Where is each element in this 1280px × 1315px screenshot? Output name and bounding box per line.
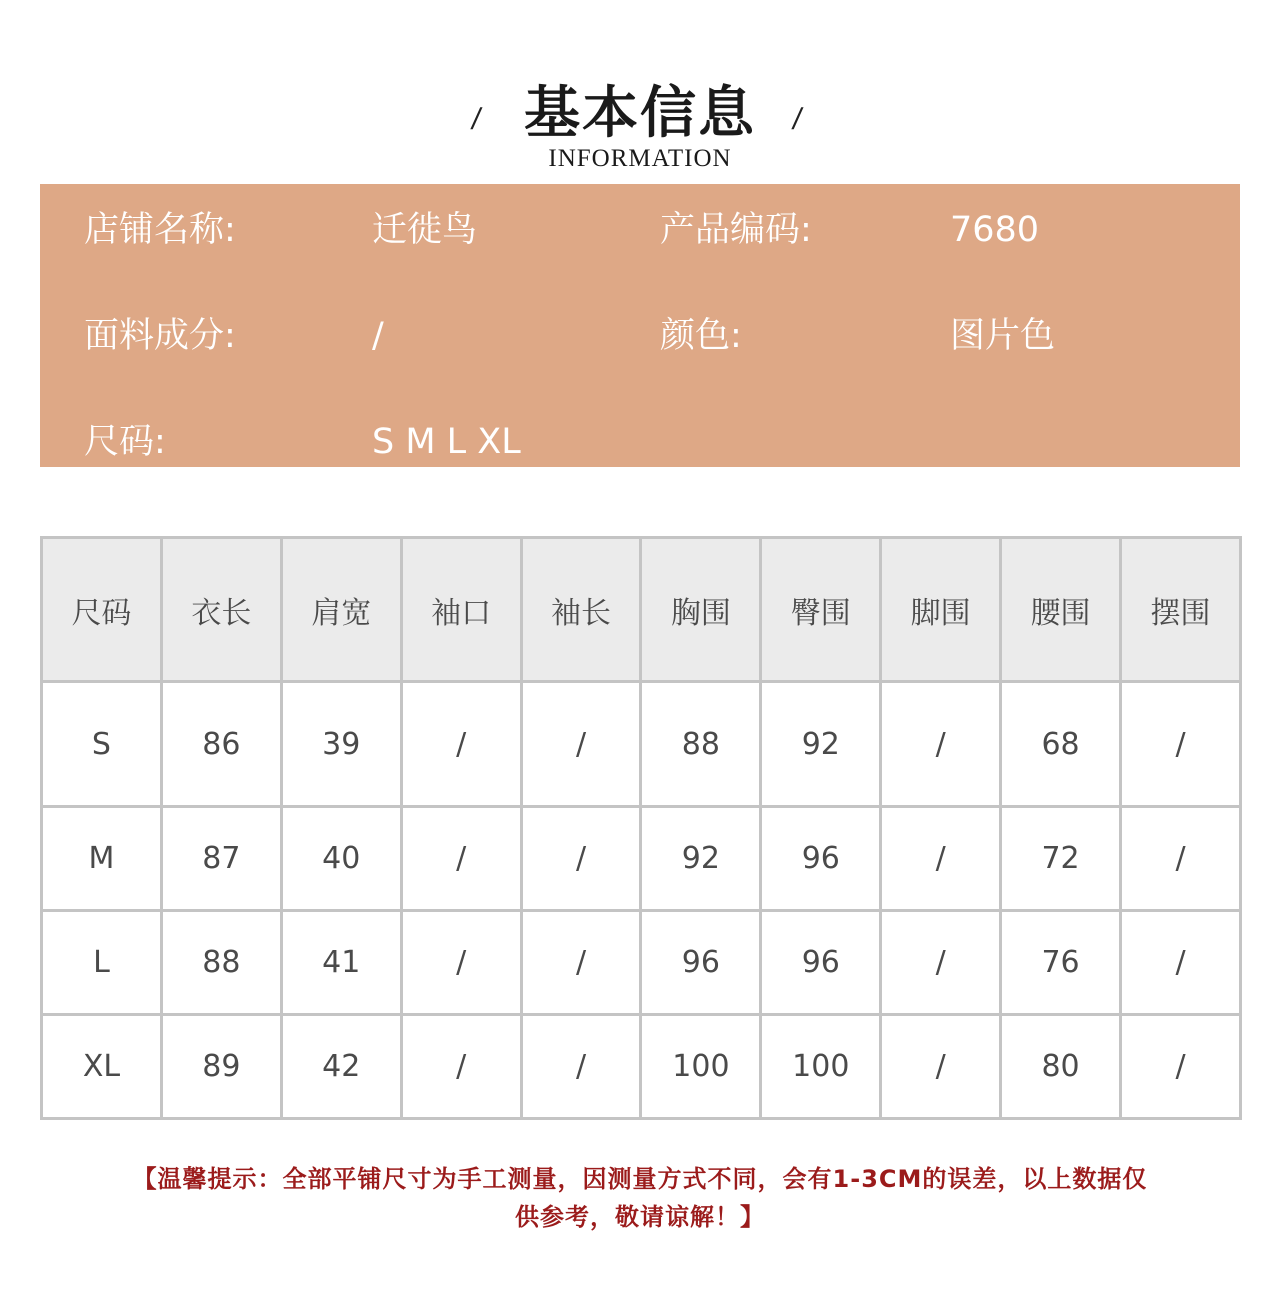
header-bust: 胸围 (641, 538, 761, 682)
table-row (42, 682, 1241, 807)
table-cell: XL (42, 1015, 162, 1119)
tip-line-1: 【温馨提示：全部平铺尺寸为手工测量，因测量方式不同，会有1-3CM的误差，以上数据仅 (132, 1165, 1148, 1193)
color-value: 图片色 (950, 316, 1056, 356)
table-cell: S (42, 682, 162, 807)
table-cell: 41 (281, 911, 401, 1015)
table-cell: / (401, 911, 521, 1015)
header-size: 尺码 (42, 538, 162, 682)
table-cell: 100 (641, 1015, 761, 1119)
page-title: 基本信息 (524, 80, 756, 146)
table-cell: 87 (161, 807, 281, 911)
store-name-value: 迁徙鸟 (372, 210, 478, 250)
product-code-label: 产品编码: (660, 210, 812, 250)
table-cell: 89 (161, 1015, 281, 1119)
basic-info-panel (40, 184, 1240, 467)
table-cell: 96 (641, 911, 761, 1015)
tip-line-2: 供参考，敬请谅解！】 (515, 1203, 765, 1231)
table-cell: M (42, 807, 162, 911)
measurement-tip (60, 1160, 1220, 1236)
table-cell: 42 (281, 1015, 401, 1119)
table-cell: / (1121, 911, 1241, 1015)
table-cell: / (881, 682, 1001, 807)
table-cell: / (881, 807, 1001, 911)
table-cell: / (521, 1015, 641, 1119)
table-cell: 80 (1001, 1015, 1121, 1119)
table-cell: / (881, 1015, 1001, 1119)
table-cell: 39 (281, 682, 401, 807)
size-chart-table (40, 536, 1242, 1120)
table-row (42, 807, 1241, 911)
table-cell: 88 (641, 682, 761, 807)
table-cell: 96 (761, 911, 881, 1015)
decor-slash-left: / (469, 103, 484, 136)
table-cell: 92 (761, 682, 881, 807)
table-cell: / (521, 682, 641, 807)
table-cell: / (881, 911, 1001, 1015)
table-cell: 68 (1001, 682, 1121, 807)
table-cell: / (1121, 682, 1241, 807)
table-cell: / (521, 807, 641, 911)
table-cell: / (1121, 807, 1241, 911)
header-sleeve-length: 袖长 (521, 538, 641, 682)
table-cell: / (401, 807, 521, 911)
header-waist: 腰围 (1001, 538, 1121, 682)
table-cell: / (521, 911, 641, 1015)
fabric-label: 面料成分: (84, 316, 236, 356)
section-header (0, 78, 1280, 178)
header-leg-opening: 脚围 (881, 538, 1001, 682)
table-cell: L (42, 911, 162, 1015)
table-cell: 40 (281, 807, 401, 911)
size-label: 尺码: (84, 422, 166, 462)
store-name-label: 店铺名称: (84, 210, 236, 250)
table-row (42, 911, 1241, 1015)
table-cell: 92 (641, 807, 761, 911)
header-shoulder: 肩宽 (281, 538, 401, 682)
size-value: S M L XL (372, 422, 521, 462)
decor-slash-right: / (790, 103, 805, 136)
table-header-row (42, 538, 1241, 682)
table-cell: 72 (1001, 807, 1121, 911)
table-cell: 100 (761, 1015, 881, 1119)
fabric-value: / (372, 316, 384, 356)
table-cell: / (401, 1015, 521, 1119)
table-cell: 76 (1001, 911, 1121, 1015)
page-subtitle: INFORMATION (548, 145, 732, 172)
color-label: 颜色: (660, 316, 742, 356)
header-length: 衣长 (161, 538, 281, 682)
product-code-value: 7680 (950, 210, 1040, 250)
table-cell: / (1121, 1015, 1241, 1119)
table-cell: 86 (161, 682, 281, 807)
table-cell: 96 (761, 807, 881, 911)
table-row (42, 1015, 1241, 1119)
header-cuff: 袖口 (401, 538, 521, 682)
table-cell: 88 (161, 911, 281, 1015)
header-hem: 摆围 (1121, 538, 1241, 682)
header-hip: 臀围 (761, 538, 881, 682)
table-cell: / (401, 682, 521, 807)
